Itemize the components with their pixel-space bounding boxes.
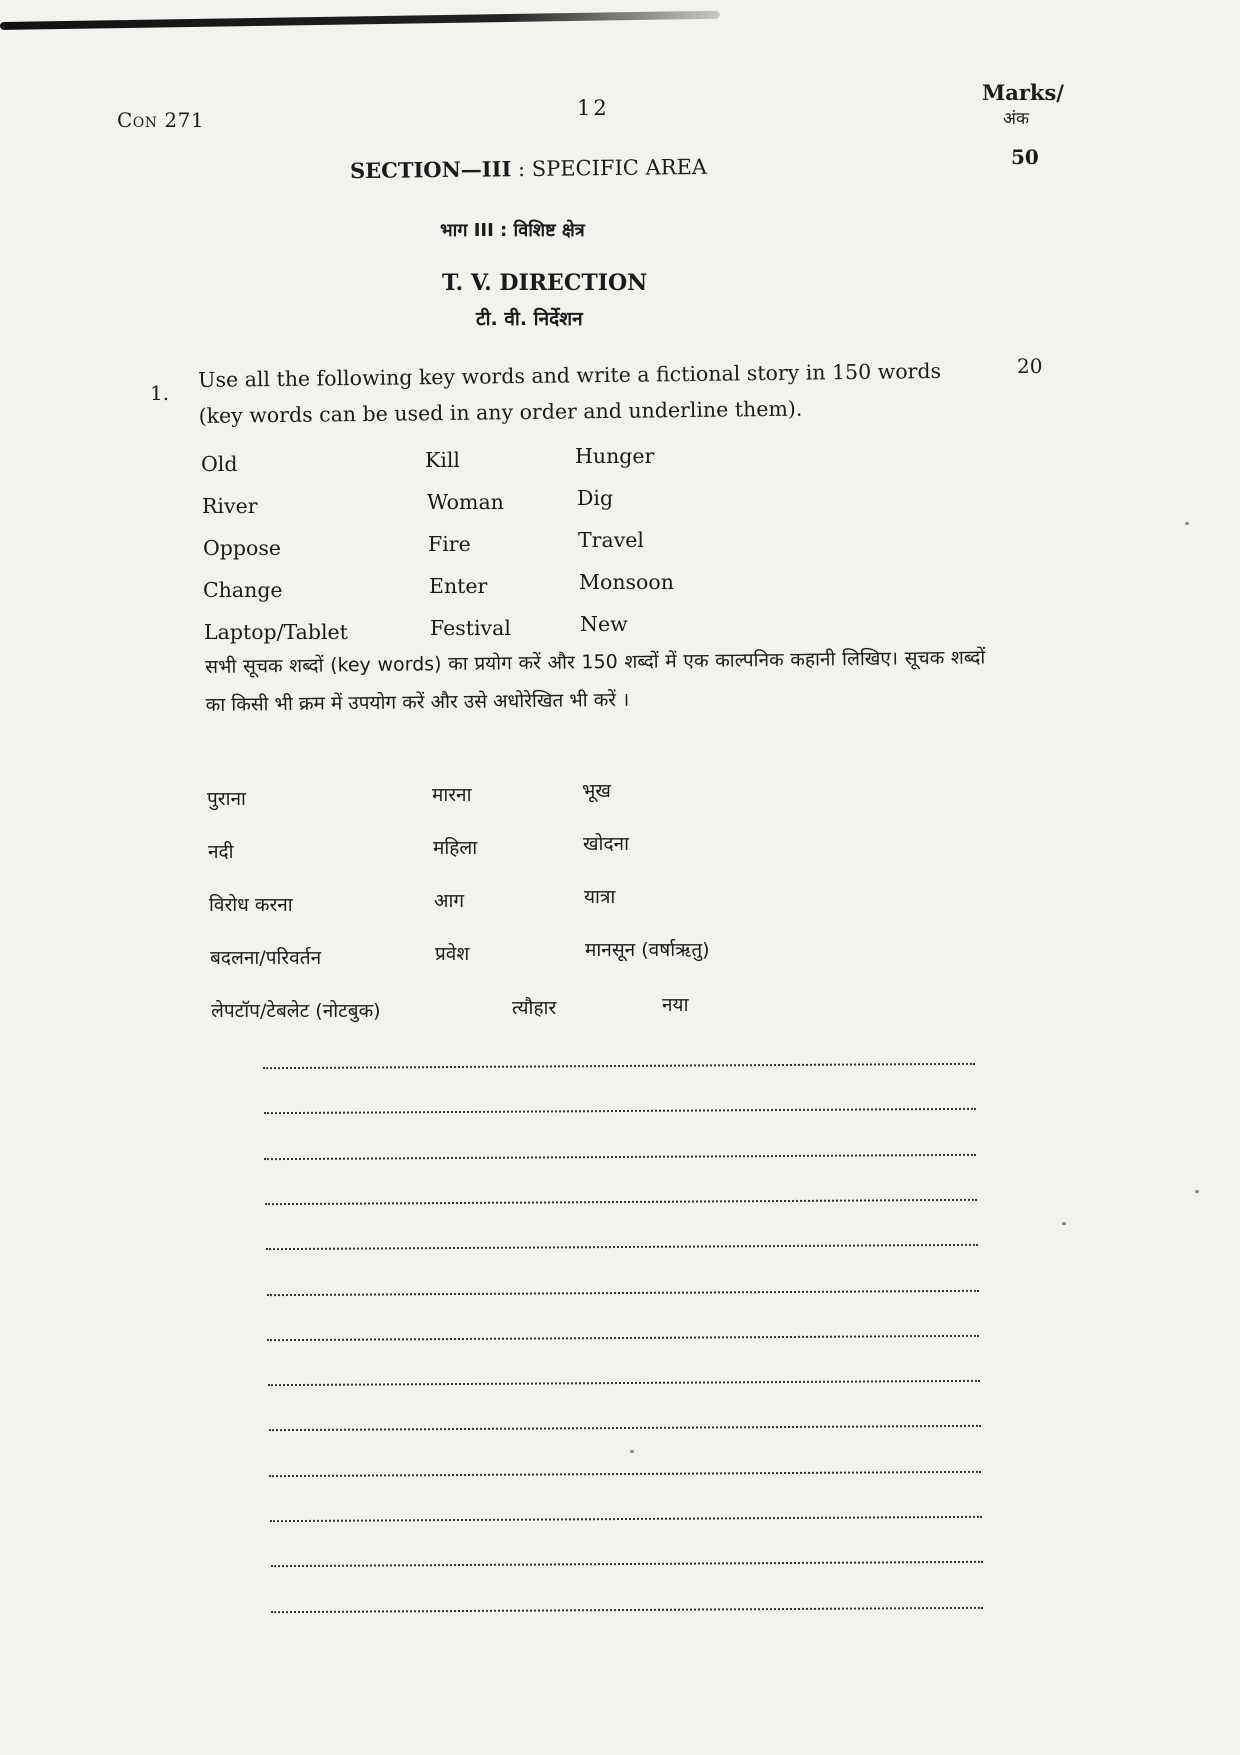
- answer-line[interactable]: [269, 1471, 981, 1477]
- area-title-hindi: टी. वी. निर्देशन: [476, 308, 583, 330]
- keyword-hi: खोदना: [583, 833, 630, 855]
- keyword-hi: मानसून (वर्षाऋतु): [585, 939, 710, 961]
- keyword-en: River: [202, 494, 258, 518]
- keyword-en: Fire: [428, 532, 471, 556]
- answer-line[interactable]: [265, 1199, 977, 1205]
- keyword-en: Woman: [427, 490, 504, 514]
- question-line-2: (key words can be used in any order and underline them).: [198, 396, 803, 428]
- keyword-hi: त्यौहार: [512, 997, 557, 1019]
- keyword-en: New: [580, 612, 628, 636]
- marks-column-label: Marks/: [982, 80, 1064, 105]
- keyword-en: Laptop/Tablet: [204, 620, 348, 644]
- page-number: 12: [577, 96, 610, 120]
- keyword-en: Old: [201, 452, 238, 476]
- answer-line[interactable]: [264, 1153, 976, 1159]
- scan-speck: [1062, 1222, 1066, 1225]
- question-marks: 20: [1017, 354, 1043, 378]
- top-edge-shadow: [0, 11, 720, 30]
- keyword-en: Enter: [429, 574, 488, 598]
- keyword-hi: मारना: [432, 784, 472, 806]
- keyword-en: Kill: [425, 448, 460, 472]
- keyword-en: Dig: [577, 486, 614, 510]
- keyword-hi: लेपटॉप/टेबलेट (नोटबुक): [211, 1000, 381, 1022]
- answer-line[interactable]: [269, 1425, 981, 1431]
- keyword-en: Festival: [430, 616, 511, 640]
- keyword-en: Change: [203, 578, 283, 602]
- keyword-en: Hunger: [575, 444, 655, 468]
- answer-line[interactable]: [267, 1289, 979, 1295]
- section-title-rest: : SPECIFIC AREA: [511, 154, 708, 182]
- paper-code: Con 271: [117, 108, 205, 132]
- keyword-hi: नया: [662, 994, 689, 1016]
- question-text: [198, 353, 942, 434]
- section-title-number: SECTION—III: [349, 156, 512, 184]
- question-number: 1.: [150, 381, 170, 405]
- keyword-hi: भूख: [582, 780, 611, 802]
- scan-speck: [630, 1450, 634, 1453]
- keyword-hi: महिला: [433, 837, 478, 859]
- answer-line[interactable]: [271, 1561, 983, 1567]
- answer-line[interactable]: [266, 1244, 978, 1250]
- answer-line[interactable]: [270, 1516, 982, 1522]
- keyword-hi: प्रवेश: [435, 943, 470, 965]
- keyword-en: Travel: [578, 528, 644, 552]
- question-instruction-hindi: सभी सूचक शब्दों (key words) का प्रयोग करें और 150 शब्दों में एक काल्पनिक कहानी लिखिए। सूचक शब्दों का किसी भी क्रम में उपयोग करें और उसे अधोरेखित भी करें ।: [205, 646, 986, 716]
- question-line-1: Use all the following key words and write a fictional story in 150 words: [198, 358, 942, 392]
- scan-speck: [1185, 522, 1189, 525]
- answer-line[interactable]: [263, 1063, 975, 1069]
- keyword-hi: यात्रा: [584, 886, 616, 908]
- keyword-hi: आग: [434, 890, 465, 912]
- keyword-hi: नदी: [208, 841, 234, 863]
- section-title: [350, 154, 707, 183]
- keyword-hi: पुराना: [207, 788, 246, 810]
- answer-line[interactable]: [271, 1606, 983, 1612]
- area-title: T. V. DIRECTION: [442, 270, 648, 296]
- section-marks: 50: [1011, 145, 1039, 169]
- scan-speck: [1195, 1190, 1199, 1193]
- answer-line[interactable]: [267, 1335, 979, 1341]
- marks-column-label-hindi: अंक: [1003, 109, 1030, 129]
- keyword-hi: विरोध करना: [209, 894, 293, 916]
- keyword-en: Monsoon: [579, 570, 674, 594]
- keyword-en: Oppose: [203, 536, 282, 560]
- section-title-hindi: भाग III : विशिष्ट क्षेत्र: [440, 220, 585, 241]
- keyword-hi: बदलना/परिवर्तन: [210, 947, 322, 969]
- answer-line[interactable]: [268, 1380, 980, 1386]
- answer-line[interactable]: [264, 1108, 976, 1114]
